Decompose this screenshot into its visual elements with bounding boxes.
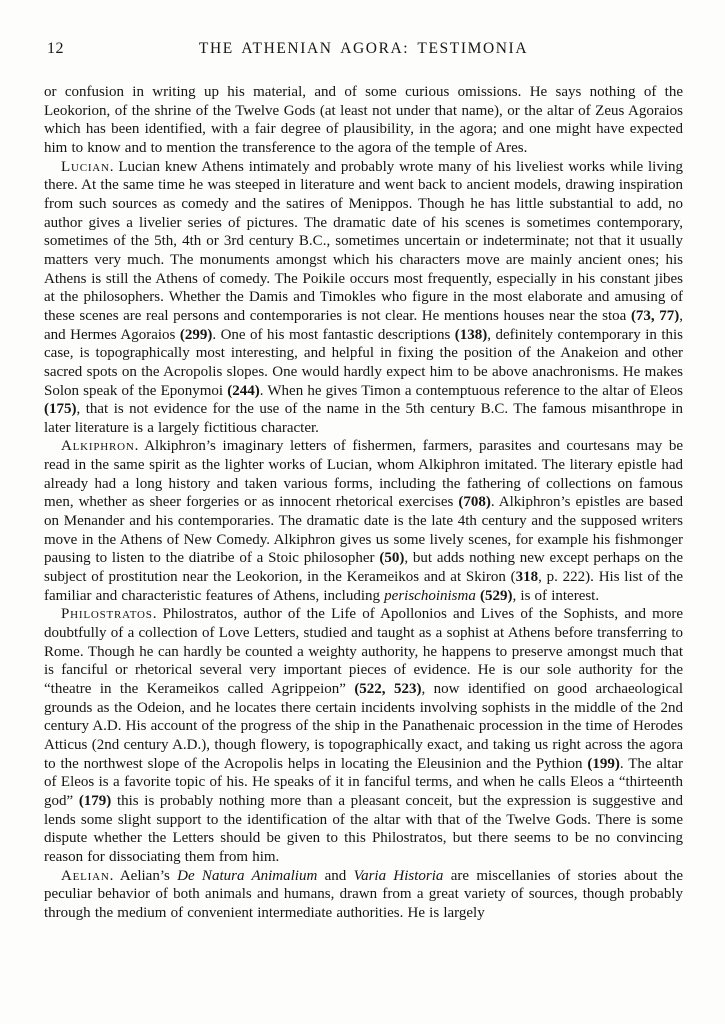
text-run: , but adds nothing new except perhaps on the subject of prostitution near the Leokorion, in the Kerameikos and at Skiron (	[44, 550, 683, 586]
text-run: (50)	[379, 550, 405, 567]
page-number: 12	[47, 40, 64, 57]
text-run: , and Hermes Agoraios	[44, 307, 684, 343]
text-run: De Natura Animalium	[177, 867, 318, 884]
text-run: (175)	[44, 401, 77, 418]
text-run: . One of his most fantastic descriptions	[212, 326, 455, 343]
paragraph	[44, 437, 683, 605]
author-name: Philostratos	[61, 606, 153, 623]
text-run: 318	[515, 569, 539, 586]
text-run: . The altar of Eleos is a favorite topic of his. He speaks of it in fanciful terms, and when he calls Eleos a “thirteenth god”	[44, 755, 684, 809]
text-run: Varia Historia	[353, 867, 444, 884]
text-run: . Alkiphron’s epistles are based on Menander and his contemporaries. The dramatic date is the late 4th century and the supposed writers move in the Athens of New Comedy. Alkiphron gives us some lively scenes, for example his fishmonger pausing to listen to the diatribe of a Stoic philosopher	[44, 494, 683, 567]
text-run: (138)	[454, 326, 488, 343]
text-run: , now identified on good archaeological grounds as the Odeion, and he locates there certain incidents involving sophists in the middle of the 2nd century A.D. His account of the progress of the ship in the Panathenaic procession in the time of Herodes Atticus (2nd century A.D.), though flowery, is topographically exact, and taking us right across the agora to the northwest slope of the Acropolis helps in locating the Eleusinion and the Pythion	[44, 681, 683, 772]
document-body	[44, 83, 683, 923]
page-title: THE ATHENIAN AGORA: TESTIMONIA	[198, 40, 529, 57]
text-run: . Lucian knew Athens intimately and probably wrote many of his liveliest works while living there. At the same time he was steeped in literature and went back to ancient models, drawing inspiration from such sources as comedy and the satires of Menippos. Though he has little substantial to add, no author gives a livelier series of pictures. The dramatic date of his scenes is sometimes contemporary, sometimes of the 5th, 4th or 3rd century B.C., sometimes uncertain or indeterminate; not that it usually matters very much. The monuments amongst which his characters move are mainly ancient ones; his Athens is still the Athens of comedy. The Poikile occurs most frequently, especially in his constant jibes at the philosophers. Whether the Damis and Timokles who figure in the most elaborate and amusing of these scenes are real persons and contemporaries is not clear. He mentions houses near the stoa	[44, 158, 683, 324]
text-run: . Alkiphron’s imaginary letters of fishermen, farmers, parasites and courtesans may be read in the same spirit as the lighter works of Lucian, whom Alkiphron imitated. The literary epistle had already had a long history and taken various forms, including the fathering of collections on famous men, whether as sheer forgeries or as innocent rhetorical exercises	[44, 438, 683, 511]
paragraph	[44, 158, 683, 438]
text-run: (179)	[78, 792, 112, 809]
text-run: , definitely contemporary in this case, is topographically most interesting, and helpful in fixing the position of the Anakeion and other sacred spots on the Acropolis slopes. One would hardly expect him to be above anachronisms. He makes Solon speak of the Eponymoi	[44, 326, 684, 399]
paragraph	[44, 605, 683, 866]
text-run: or confusion in writing up his material, and of some curious omissions. He says nothing of the Leokorion, of the shrine of the Twelve Gods (at least not under that name), or the altar of Zeus Agoraios which has been identified, with a fair degree of plausibility, in the agora; and one might have expected him to know and to mention the transference to the agora of the temple of Ares.	[44, 84, 683, 156]
text-run: , is of interest.	[512, 587, 600, 604]
text-run: (522, 523)	[354, 681, 422, 697]
running-head	[44, 40, 683, 62]
text-run: (299)	[179, 326, 213, 343]
text-run: perischoinisma	[384, 587, 476, 604]
text-run: (529)	[480, 587, 513, 604]
paragraph	[44, 867, 683, 923]
text-run: (199)	[587, 755, 620, 772]
text-run: are miscellanies of stories about the peculiar behavior of both animals and humans, drawn from a great variety of sources, though probably through the medium of convenient intermediate authorities. He is largely	[44, 867, 683, 921]
text-run: (244)	[227, 382, 260, 399]
text-run: this is probably nothing more than a pleasant conceit, but the expression is suggestive and lends some slight support to the identification of the altar with that of the Twelve Gods. There is some dispute whether the Letters should be given to this Philostratos, but there seems to be no convincing reason for dissociating them from him.	[44, 792, 683, 865]
text-run: . Philostratos, author of the Life of Apollonios and Lives of the Sophists, and more doubtfully of a collection of Love Letters, studied and taught as a sophist at Athens before transferring to Rome. Though he can hardly be counted a weighty authority, he happens to preserve amongst much that is fanciful or rhetorical several very important pieces of evidence. He is our sole authority for the “theatre in the Kerameikos called Agrippeion”	[44, 606, 683, 697]
text-run: and	[317, 867, 354, 884]
author-name: Aelian	[61, 867, 110, 884]
text-run: , that is not evidence for the use of the name in the 5th century B.C. The famous misanthrope in later literature is a largely fictitious character.	[44, 401, 683, 436]
text-run: , p. 222). His list of the familiar and characteristic features of Athens, including	[44, 569, 683, 604]
text-run: (73, 77)	[630, 307, 680, 324]
author-name: Lucian	[61, 158, 110, 175]
text-run: (708)	[458, 494, 491, 511]
author-name: Alkiphron	[61, 438, 135, 455]
text-run: . When he gives Timon a contemptuous reference to the altar of Eleos	[259, 382, 683, 399]
text-run: . Aelian’s	[109, 867, 178, 884]
paragraph	[44, 83, 683, 158]
